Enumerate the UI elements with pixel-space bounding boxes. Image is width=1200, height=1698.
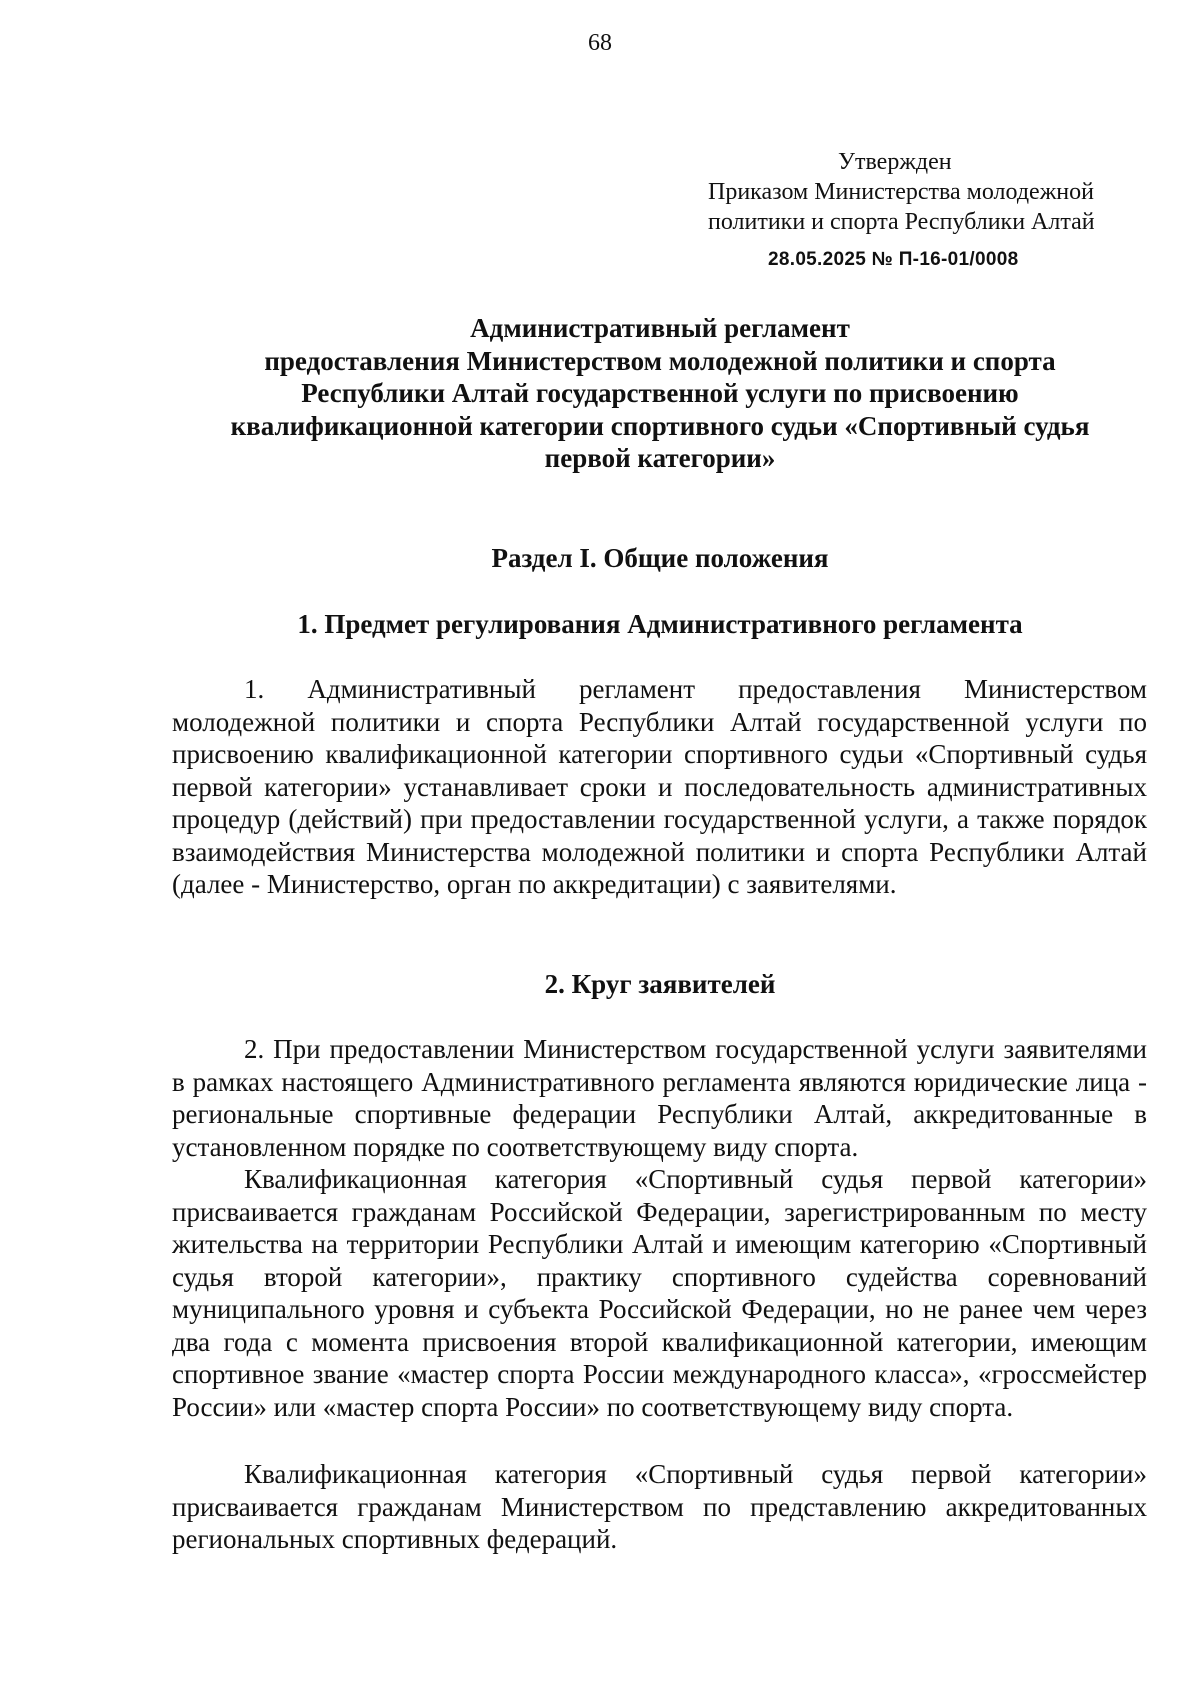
paragraph-4: Квалификационная категория «Спортивный судья первой категории» присваивается гражданам Министерством по представлению аккредитованных региональных спортивных федераций. xyxy=(172,1459,1147,1554)
title-line-3: Республики Алтай государственной услуги по присвоению xyxy=(301,378,1019,408)
approval-block xyxy=(708,147,1128,237)
title-line-4: квалификационной категории спортивного судьи «Спортивный судья xyxy=(230,410,1090,441)
document-title xyxy=(160,312,1160,475)
paragraph-2: 2. При предоставлении Министерством государственной услуги заявителями в рамках настоящего Административного регламента являются юридические лица - региональные спортивные федерации Республики Алтай, аккредитованные в установленном порядке по соответствующему виду спорта. xyxy=(172,1034,1147,1162)
approval-order-line-1: Приказом Министерства молодежной xyxy=(708,179,1094,205)
approval-order-line-2: политики и спорта Республики Алтай xyxy=(708,209,1095,235)
subsection-2-heading: 2. Круг заявителей xyxy=(544,969,776,999)
title-line-2: предоставления Министерством молодежной политики и спорта xyxy=(264,345,1056,376)
title-line-1: Административный регламент xyxy=(470,313,850,343)
subsection-1-heading: 1. Предмет регулирования Административного регламента xyxy=(297,609,1023,639)
page-number: 68 xyxy=(588,30,612,56)
section-heading: Раздел I. Общие положения xyxy=(491,543,829,573)
paragraph-3: Квалификационная категория «Спортивный судья первой категории» присваивается гражданам Российской Федерации, зарегистрированным по месту жительства на территории Республики Алтай и имеющим категорию «Спортивный судья второй категории», практику спортивного судейства соревнований муниципального уровня и субъекта Российской Федерации, но не ранее чем через два года с момента присвоения второй квалификационной категории, имеющим спортивное звание «мастер спорта России международного класса», «гроссмейстер России» или «мастер спорта России» по соответствующему виду спорта. xyxy=(172,1164,1147,1422)
paragraph-1: 1. Административный регламент предоставления Министерством молодежной политики и спорта Республики Алтай государственной услуги по присвоению квалификационной категории спортивного судьи «Спортивный судья первой категории» устанавливает сроки и последовательность административных процедур (действий) при предоставлении государственной услуги, а также порядок взаимодействия Министерства молодежной политики и спорта Республики Алтай (далее - Министерство, орган по аккредитации) с заявителями. xyxy=(172,674,1147,899)
title-line-5: первой категории» xyxy=(544,443,776,473)
approval-label: Утвержден xyxy=(838,149,952,175)
approval-date-number: 28.05.2025 № П-16-01/0008 xyxy=(768,249,1019,270)
